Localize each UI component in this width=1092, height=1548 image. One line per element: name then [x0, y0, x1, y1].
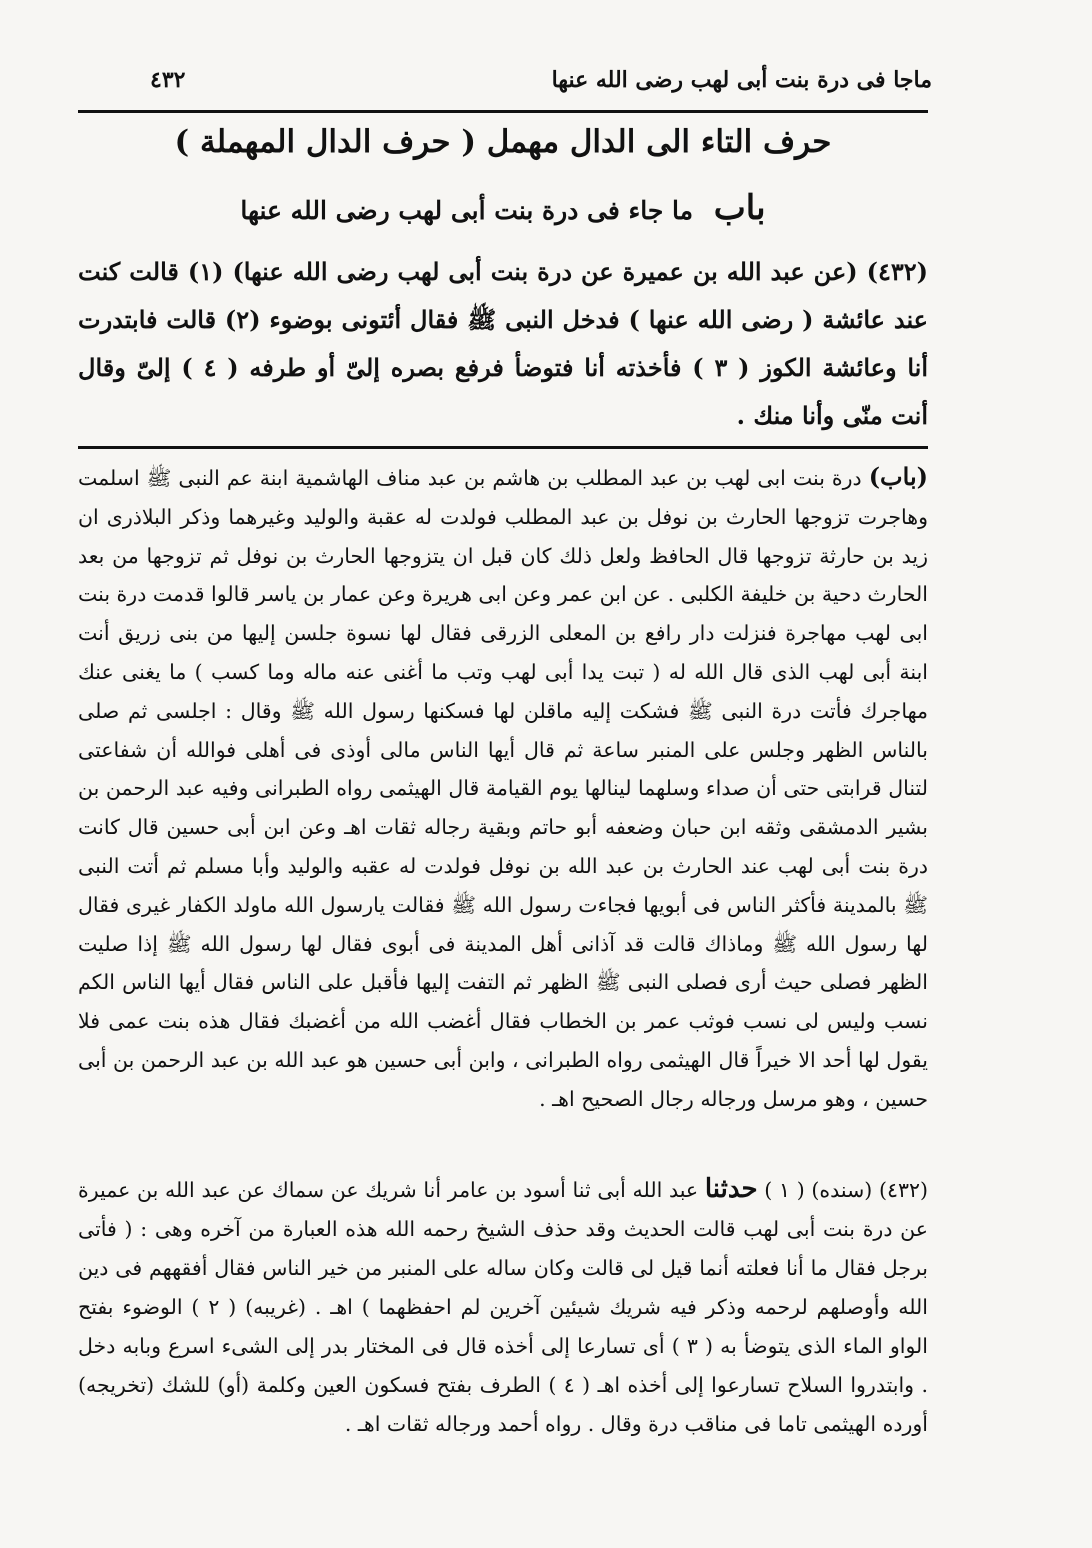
- chapter-title: [78, 188, 928, 228]
- commentary-paragraph: [78, 458, 928, 1119]
- commentary-lead: (باب): [868, 462, 928, 491]
- running-head: [150, 58, 932, 102]
- notes-paragraph: [78, 1170, 928, 1444]
- notes-text: عبد الله أبى ثنا أسود بن عامر أنا شريك عن سماك عن عبد الله بن عميرة عن درة بنت أبى لهب قالت الحديث وقد حذف الشيخ رحمه الله هذه العبارة من آخره وهى : ( فأتى برجل فقال ما أنا فعلته أنما قيل لى قالت وكان ساله على المنبر من خير الناس فقال أفقههم فى دين الله وأوصلهم لرحمه وذكر فيه شريك شيئين آخرين لم احفظهما ) اهـ . (غريبه) ( ٢ ) الوضوء بفتح الواو الماء الذى يتوضأ به ( ٣ ) أى تسارعا إلى أخذه قال فى المختار بدر إلى الشىء اسرع وبابه دخل . وابتدروا السلاح تسارعوا إلى أخذه اهـ ( ٤ ) الطرف بفتح فسكون العين وكلمة (أو) للشك (تخريجه) أورده الهيثمى تاما فى مناقب درة وقال . رواه أحمد ورجاله ثقات اهـ .: [78, 1178, 928, 1436]
- header-rule: [78, 110, 928, 113]
- hadith-text: (٤٣٢) (عن عبد الله بن عميرة عن درة بنت أبى لهب رضى الله عنها) (١) قالت كنت عند عائشة ( رضى الله عنها ) فدخل النبى ﷺ فقال أئتونى بوضوء (٢) قالت فابتدرت أنا وعائشة الكوز ( ٣ ) فأخذته أنا فتوضأ فرفع بصره إلىّ أو طرفه ( ٤ ) إلىّ وقال أنت منّى وأنا منك .: [78, 257, 929, 430]
- section-title: حرف التاء الى الدال مهمل ( حرف الدال المهملة ): [174, 124, 832, 160]
- page-number: ٤٣٢: [150, 67, 186, 93]
- hadith-text-block: [78, 248, 928, 440]
- commentary-text: درة بنت ابى لهب بن عبد المطلب بن هاشم بن عبد مناف الهاشمية ابنة عم النبى ﷺ اسلمت وهاجرت تزوجها الحارث بن نوفل بن عبد المطلب فولدت له عقبة والوليد وغيرهما وذكر البلاذرى ان زيد بن حارثة تزوجها قال الحافظ ولعل ذلك كان قبل ان يتزوجها الحارث بن نوفل ثم تزوجها من بعد الحارث دحية بن خليفة الكلبى . عن ابن عمر وعن ابى هريرة وعن عمار بن ياسر قالوا قدمت درة بنت ابى لهب مهاجرة فنزلت دار رافع بن المعلى الزرقى فقال لها نسوة جلسن إليها من بنى زريق أنت ابنة أبى لهب الذى قال الله له ( تبت يدا أبى لهب وتب ما أغنى عنه ماله وما كسب ) ما يغنى عنك مهاجرك فأتت درة النبى ﷺ فشكت إليه ماقلن لها فسكنها رسول الله ﷺ وقال : اجلسى ثم صلى بالناس الظهر وجلس على المنبر ساعة ثم قال أيها الناس مالى أوذى فى أهلى فوالله أن شفاعتى لتنال قرابتى حتى أن صداء وسلهما لينالها يوم القيامة قال الهيثمى رواه الطبرانى وفيه عبد الرحمن بن بشير الدمشقى وثقه ابن حبان وضعفه أبو حاتم وبقية رجاله ثقات اهـ وعن ابن أبى حسين قال كانت درة بنت أبى لهب عند الحارث بن عبد الله بن نوفل فولدت له عقبه والوليد وأبا مسلم ثم أتت النبى ﷺ بالمدينة فأكثر الناس فى أبويها فجاءت رسول الله ﷺ فقالت يارسول الله ماولد الكفار غيرى فقال لها رسول الله ﷺ وماذاك قالت قد آذانى أهل المدينة فى أبوى فقال لها رسول الله ﷺ إذا صليت الظهر فصلى حيث أرى فصلى النبى ﷺ الظهر ثم التفت إليها فأقبل على الناس فقال أيها الناس الكم نسب وليس لى نسب فوثب عمر بن الخطاب فقال أغضب الله من أغضبك فقال هذه بنت عمى فلا يقول لها أحد الا خيراً قال الهيثمى رواه الطبرانى ، وابن أبى حسين هو عبد الله بن عبد الرحمن بن أبى حسين ، وهو مرسل ورجاله رجال الصحيح اهـ .: [78, 466, 928, 1111]
- running-title: ماجا فى درة بنت أبى لهب رضى الله عنها: [551, 67, 932, 93]
- commentary-divider: [78, 446, 928, 449]
- chapter-bab-label: باب: [713, 188, 766, 228]
- commentary-block: [78, 458, 928, 1119]
- chapter-title-text: ما جاء فى درة بنت أبى لهب رضى الله عنها: [240, 196, 694, 225]
- notes-haddathana: حدثنا: [704, 1174, 758, 1204]
- notes-block: [78, 1170, 928, 1444]
- notes-lead: (٤٣٢) (سنده) ( ١ ): [764, 1178, 928, 1202]
